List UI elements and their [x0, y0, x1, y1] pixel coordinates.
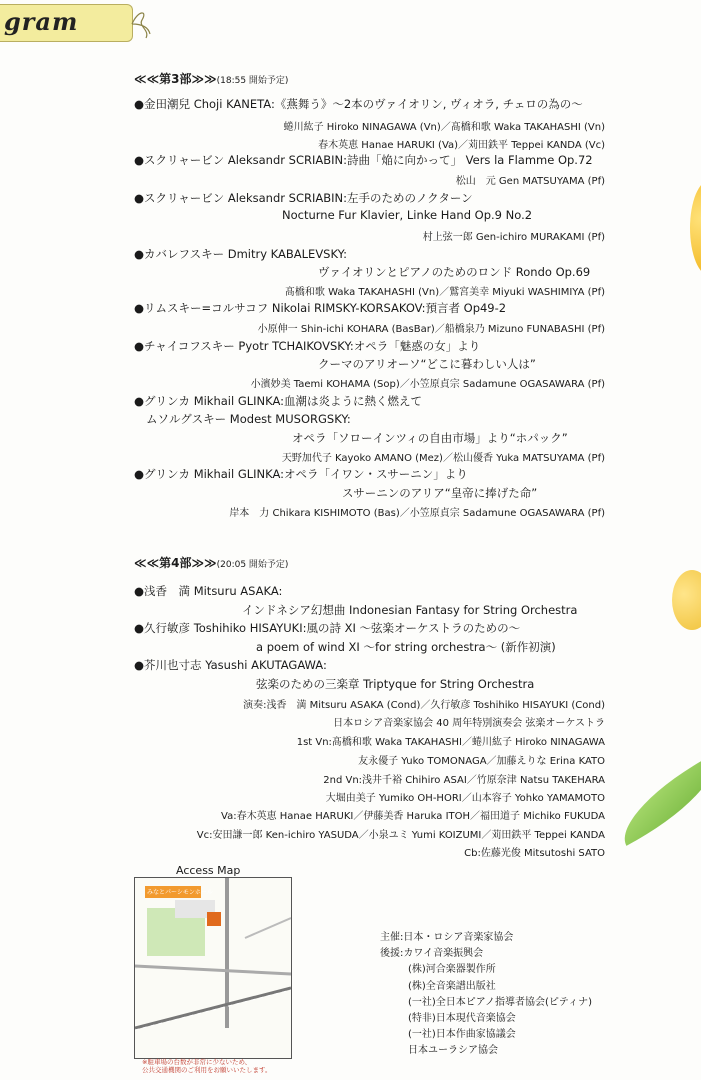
piece-title: ●グリンカ Mikhail GLINKA:オペラ「イワン・スサーニン」より	[134, 467, 468, 481]
venue-label: みなとパーシモンホール	[147, 889, 213, 896]
performer-line: 大堀由美子 Yumiko OH-HORI／山本容子 Yohko YAMAMOTO	[325, 793, 605, 804]
performer-line: 春木英恵 Hanae HARUKI (Va)／苅田鉄平 Teppei KANDA (Vc)	[318, 140, 605, 151]
parking-note	[142, 1058, 271, 1074]
part4-time: (20:05 開始予定)	[216, 560, 289, 570]
piece-title: ●スクリャービン Aleksandr SCRIABIN:左手のためのノクターン	[134, 191, 473, 205]
piece-subtitle: a poem of wind XI ～for string orchestra～ (新作初演)	[256, 640, 556, 654]
performer-line: 髙橋和歌 Waka TAKAHASHI (Vn)／鷲宮美幸 Miyuki WASHIMIYA (Pf)	[284, 287, 605, 298]
part3-title: ≪≪第3部≫≫	[134, 72, 217, 86]
performer-line: Cb:佐藤光俊 Mitsutoshi SATO	[464, 848, 605, 859]
part4-header	[134, 554, 288, 571]
performer-line: 小原伸一 Shin-ichi KOHARA (BasBar)／船橋泉乃 Mizuno FUNABASHI (Pf)	[257, 324, 605, 335]
performer-line: 友永優子 Yuko TOMONAGA／加藤えりな Erina KATO	[358, 756, 605, 767]
program-banner	[0, 4, 133, 42]
organizer-line: (特非)日本現代音楽協会	[408, 1013, 516, 1025]
part3-time: (18:55 開始予定)	[216, 76, 289, 86]
performer-line: 蜷川紘子 Hiroko NINAGAWA (Vn)／髙橋和歌 Waka TAKAHASHI (Vn)	[283, 122, 605, 133]
piece-subtitle: スサーニンのアリア“皇帝に捧げた命”	[342, 486, 538, 500]
piece-title: ●芥川也寸志 Yasushi AKUTAGAWA:	[134, 658, 327, 672]
organizer-line: 主催:日本・ロシア音楽家協会	[380, 932, 514, 943]
organizer-line: (一社)全日本ピアノ指導者協会(ピティナ)	[408, 996, 593, 1008]
performer-line: Va:春木英恵 Hanae HARUKI／伊藤美香 Haruka ITOH／福田道子 Michiko FUKUDA	[221, 811, 605, 822]
organizer-line: (株)河合楽器製作所	[408, 964, 496, 976]
parking-note-line: 公共交通機関のご利用をお願いいたします。	[142, 1066, 272, 1074]
performer-line: Vc:安田謙一郎 Ken-ichiro YASUDA／小泉ユミ Yumi KOIZUMI／苅田鉄平 Teppei KANDA	[196, 830, 605, 841]
performer-line: 村上弦一郎 Gen-ichiro MURAKAMI (Pf)	[422, 232, 605, 243]
access-map	[134, 877, 292, 1059]
piece-title: ●チャイコフスキー Pyotr TCHAIKOVSKY:オペラ「魅惑の女」より	[134, 339, 481, 353]
organizer-line: 後援:カワイ音楽振興会	[380, 948, 484, 960]
piece-title: ●スクリャービン Aleksandr SCRIABIN:詩曲「焔に向かって」 Vers la Flamme Op.72	[134, 153, 593, 167]
performer-line: 岸本 力 Chikara KISHIMOTO (Bas)／小笠原貞宗 Sadamune OGASAWARA (Pf)	[229, 508, 605, 519]
piece-subtitle: ヴァイオリンとピアノのためのロンド Rondo Op.69	[318, 265, 591, 279]
yellow-bud-decoration	[672, 570, 701, 630]
part4-title: ≪≪第4部≫≫	[134, 556, 217, 570]
organizer-line: (株)全音楽譜出版社	[408, 980, 496, 992]
organizer-line: 日本ユーラシア協会	[408, 1045, 498, 1057]
piece-title: ●グリンカ Mikhail GLINKA:血潮は炎ように熱く燃えて	[134, 394, 423, 408]
parking-note-line: ※駐車場の台数が非常に少ないため、	[142, 1058, 252, 1066]
part3-header	[134, 70, 288, 87]
program-banner-label: gram	[4, 7, 79, 36]
piece-title: ●久行敏彦 Toshihiko HISAYUKI:風の詩 XI ～弦楽オーケストラのための～	[134, 621, 521, 635]
performer-line: 1st Vn:髙橋和歌 Waka TAKAHASHI／蜷川紘子 Hiroko NINAGAWA	[296, 737, 605, 748]
organizers-block	[380, 930, 592, 1060]
performer-line: 日本ロシア音楽家協会 40 周年特別演奏会 弦楽オーケストラ	[333, 718, 605, 729]
piece-title: ●リムスキー=コルサコフ Nikolai RIMSKY-KORSAKOV:預言者 Op49-2	[134, 301, 507, 315]
piece-title-second: ムソルグスキー Modest MUSORGSKY:	[146, 412, 351, 426]
piece-subtitle: クーマのアリオーソ“どこに暮わしい人は”	[318, 357, 536, 371]
map-graphic	[135, 878, 291, 1058]
performer-line: 松山 元 Gen MATSUYAMA (Pf)	[455, 176, 605, 187]
access-map-title: Access Map	[176, 864, 241, 877]
piece-subtitle: Nocturne Fur Klavier, Linke Hand Op.9 No.2	[282, 208, 533, 222]
piece-subtitle: インドネシア幻想曲 Indonesian Fantasy for String Orchestra	[242, 603, 578, 617]
flourish-icon	[128, 6, 154, 42]
yellow-flower-decoration	[690, 180, 701, 276]
organizer-line: (一社)日本作曲家協議会	[408, 1029, 516, 1041]
performer-line: 天野加代子 Kayoko AMANO (Mez)／松山優香 Yuka MATSUYAMA (Pf)	[281, 453, 605, 464]
piece-title: ●カバレフスキー Dmitry KABALEVSKY:	[134, 247, 347, 261]
piece-subtitle: 弦楽のための三楽章 Triptyque for String Orchestra	[256, 677, 535, 691]
piece-subtitle: オペラ「ソローインツィの自由市場」より“ホパック”	[292, 431, 568, 445]
performer-line: 演奏:浅香 満 Mitsuru ASAKA (Cond)／久行敏彦 Toshihiko HISAYUKI (Cond)	[243, 700, 605, 711]
performer-line: 小濱妙美 Taemi KOHAMA (Sop)／小笠原貞宗 Sadamune OGASAWARA (Pf)	[250, 379, 605, 390]
performer-line: 2nd Vn:浅井千裕 Chihiro ASAI／竹原奈津 Natsu TAKEHARA	[323, 775, 605, 786]
green-leaf-decoration	[608, 754, 701, 846]
piece-title: ●浅香 満 Mitsuru ASAKA:	[134, 584, 283, 598]
piece-title: ●金田潮兒 Choji KANETA:《燕舞う》～2本のヴァイオリン, ヴィオラ, チェロの為の～	[134, 97, 583, 111]
